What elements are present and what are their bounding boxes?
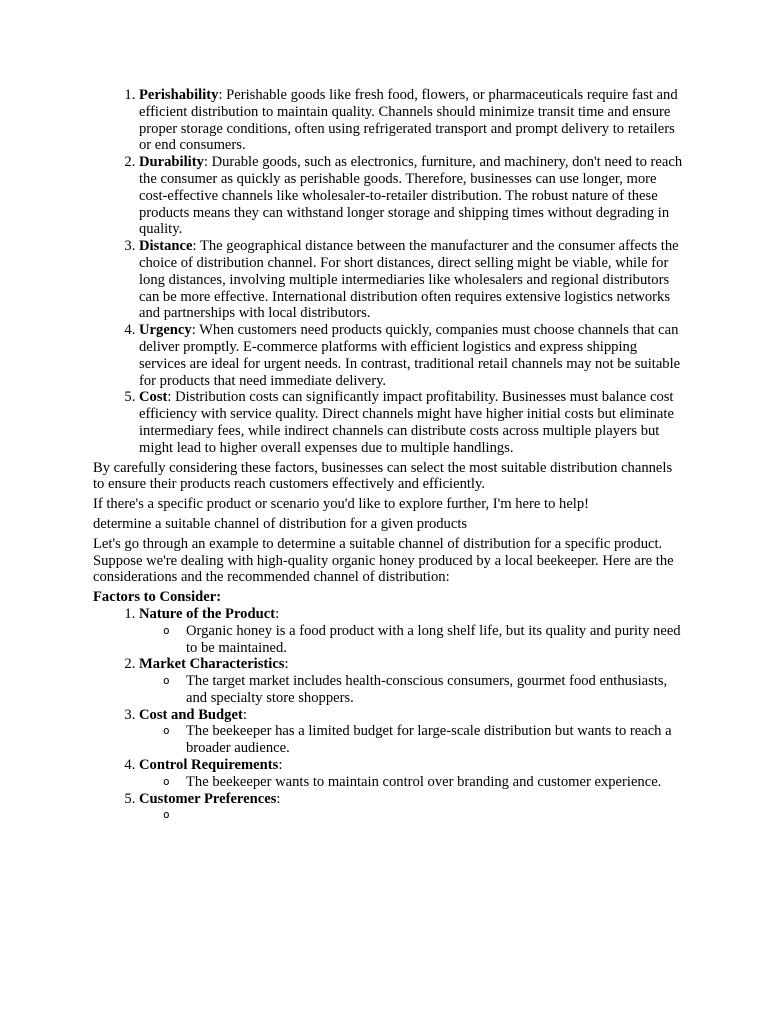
conclusion-paragraph: By carefully considering these factors, businesses can select the most suitable distribution channels to ensure their products reach customers effectively and efficiently. [93,459,673,493]
list-item-term: Cost [139,389,168,406]
list-item-term: Control Requirements [139,757,279,774]
sub-list [139,673,683,707]
distribution-factors-list [93,87,683,457]
sub-list-item: o The beekeeper wants to maintain control over branding and customer experience. [186,774,683,791]
list-item-text: : When customers need products quickly, companies must choose channels that can deliver promptly. E-commerce platforms with efficient logistics and express shipping services are ideal for urgent needs. In contrast, traditional retail channels may not be suitable for products that need immediate delivery. [139,322,681,389]
list-item [139,656,683,706]
list-item [139,757,683,791]
sub-list-item: o The beekeeper has a limited budget for large-scale distribution but wants to reach a broader audience. [186,723,683,757]
list-item-suffix: : [275,605,280,622]
list-item-term: Urgency [139,322,192,339]
list-item [139,707,683,757]
list-item-text: : Durable goods, such as electronics, furniture, and machinery, don't need to reach the consumer as quickly as perishable goods. Therefore, businesses can use longer, more cost-effective channels like wholesaler-to-retailer distribution. The robust nature of these products means they can withstand longer storage and shipping times without degrading in quality. [139,154,683,238]
document-page [93,87,683,824]
list-item-term: Perishability [139,87,219,103]
list-item-suffix: : [242,706,247,723]
list-item-text: : Perishable goods like fresh food, flowers, or pharmaceuticals require fast and efficient distribution to maintain quality. Channels should minimize transit time and ensure proper storage conditions, often using refrigerated transport and prompt delivery to retailers or end consumers. [139,87,678,154]
sub-list-item: o Organic honey is a food product with a long shelf life, but its quality and purity need to be maintained. [186,623,683,657]
factors-heading: Factors to Consider: [93,589,222,606]
list-item-term: Market Characteristics [139,656,285,673]
list-item-text: : Distribution costs can significantly impact profitability. Businesses must balance cost efficiency with service quality. Direct channels might have higher initial costs but eliminate intermediary fees, while indirect channels can distribute costs across multiple players but might lead to higher overall expenses due to multiple handlings. [139,389,674,456]
list-item [139,389,683,456]
prompt-line: determine a suitable channel of distribution for a given products [93,515,468,532]
list-item-term: Durability [139,154,204,171]
factors-to-consider-list [93,606,683,825]
list-item [139,154,683,238]
list-item [139,322,683,389]
list-item-text: : The geographical distance between the manufacturer and the consumer affects the choice of distribution channel. For short distances, direct selling might be viable, while for long distances, involving multiple intermediaries like wholesalers and regional distributors can be more effective. International distribution often requires extensive logistics networks and partnerships with local distributors. [139,238,679,322]
list-item-term: Cost and Budget [139,706,243,723]
list-item [139,238,683,322]
offer-paragraph: If there's a specific product or scenario you'd like to explore further, I'm here to help! [93,496,590,513]
list-item-suffix: : [276,790,281,807]
list-item [139,791,683,825]
sub-list [139,774,683,791]
example-paragraph: Let's go through an example to determine a suitable channel of distribution for a specific product. Suppose we're dealing with high-quality organic honey produced by a local beekeeper. Here are the considerations and the recommended channel of distribution: [93,535,674,586]
sub-list-item [186,807,683,824]
sub-list-item: o The target market includes health-conscious consumers, gourmet food enthusiasts, and specialty store shoppers. [186,673,683,707]
list-item [139,606,683,656]
sub-list [139,723,683,757]
list-item-term: Distance [139,238,193,255]
list-item-suffix: : [278,757,283,774]
sub-list [139,807,683,824]
list-item-term: Nature of the Product [139,605,276,622]
list-item [139,87,683,154]
list-item-term: Customer Preferences [139,790,277,807]
sub-list [139,623,683,657]
list-item-suffix: : [284,656,289,673]
